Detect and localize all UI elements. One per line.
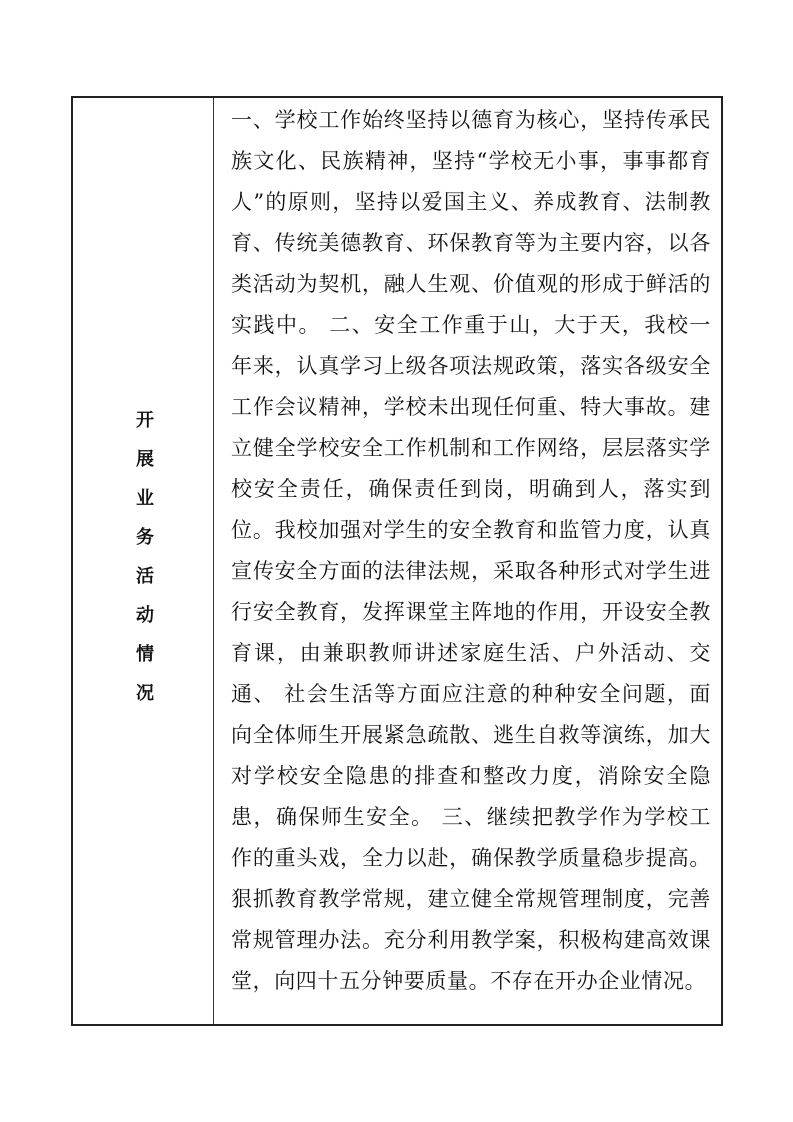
label-cell [73, 98, 214, 1024]
activity-form-table [71, 96, 723, 1026]
content-cell [214, 98, 721, 1024]
row-label: 开展业务活动情况 [133, 410, 154, 722]
activity-description: 一、学校工作始终坚持以德育为核心，坚持传承民族文化、民族精神，坚持“学校无小事，事事都育人”的原则，坚持以爱国主义、养成教育、法制教育、传统美德教育、环保教育等为主要内容，以各类活动为契机，融人生观、价值观的形成于鲜活的实践中。 二、安全工作重于山，大于天，我校一年来，认真学习上级各项法规政策，落实各级安全工作会议精神，学校未出现任何重、特大事故。建立健全学校安全工作机制和工作网络，层层落实学校安全责任，确保责任到岗，明确到人，落实到位。我校加强对学生的安全教育和监管力度，认真宣传安全方面的法律法规，采取各种形式对学生进行安全教育，发挥课堂主阵地的作用，开设安全教育课，由兼职教师讲述家庭生活、户外活动、交通、 社会生活等方面应注意的种种安全问题，面向全体师生开展紧急疏散、逃生自救等演练，加大对学校安全隐患的排查和整改力度，消除安全隐患，确保师生安全。 三、继续把教学作为学校工作的重头戏，全力以赴，确保教学质量稳步提高。狠抓教育教学常规，建立健全常规管理制度，完善常规管理办法。充分利用教学案，积极构建高效课堂，向四十五分钟要质量。不存在开办企业情况。 [231, 108, 711, 993]
